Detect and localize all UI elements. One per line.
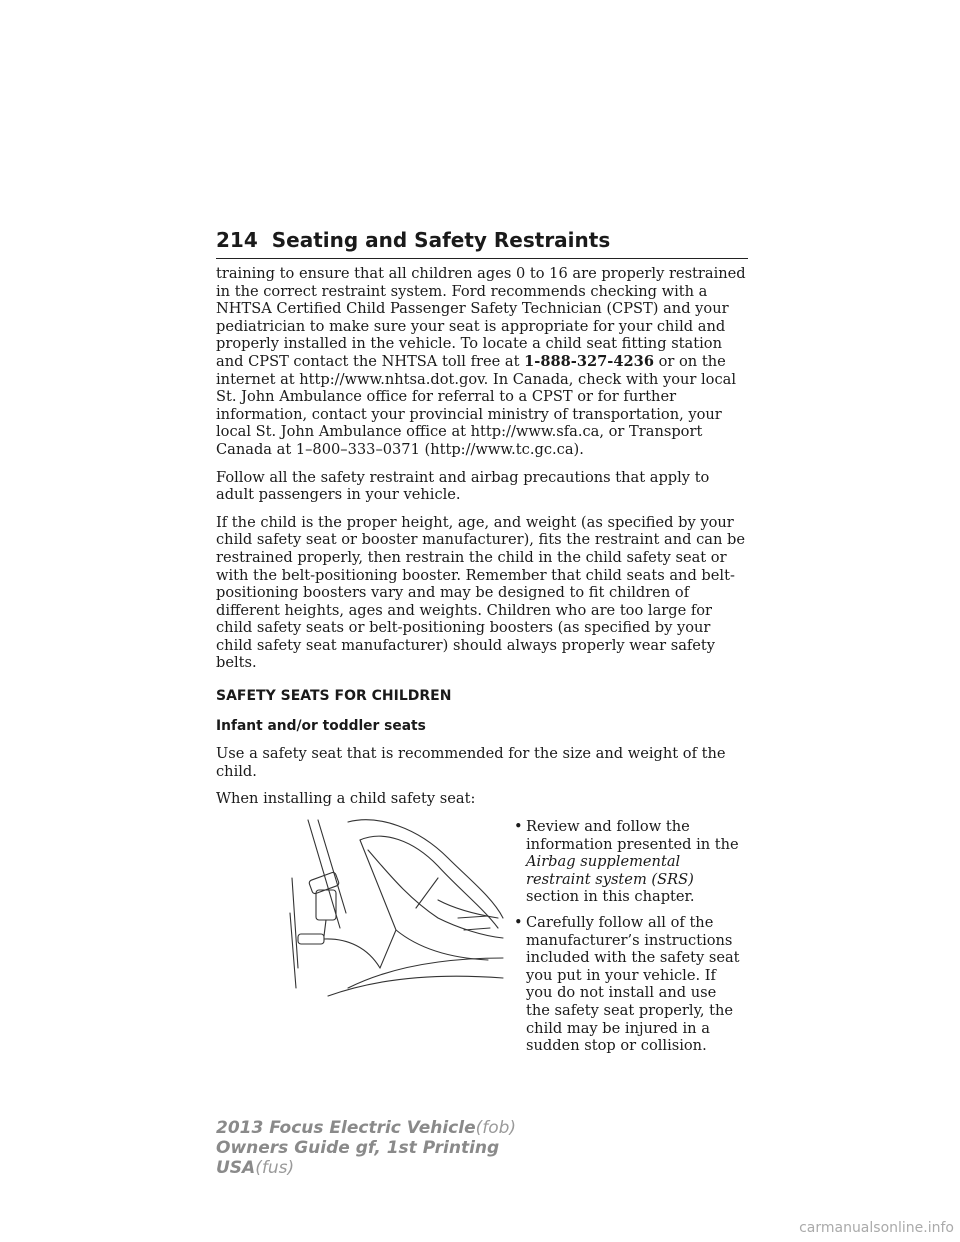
paragraph-recommended-seat: Use a safety seat that is recommended for the size and weight of the child. [216,745,726,780]
list-item [514,914,744,1055]
bullet2-text: Carefully follow all of the manufacturer’s instructions included with the safety seat you put in your vehicle. If you do not install and use the safety seat properly, the child may be injured in a sudden stop or collision. [526,914,740,1055]
footer-market: USA [216,1158,256,1178]
paragraph-precautions: Follow all the safety restraint and airbag precautions that apply to adult passengers in your vehicle. [216,468,710,504]
paragraph-cpst [216,265,746,459]
footer-line-3 [216,1158,616,1178]
bullet-marker: • [514,818,523,836]
nhtsa-phone-number: 1-888-327-4236 [524,352,654,370]
footer-market-code: (fus) [255,1158,295,1178]
bullet-text [526,818,744,906]
bullet1-text-b: section in this chapter. [526,888,695,906]
paragraph-installing-intro: When installing a child safety seat: [216,790,476,808]
section-heading: SAFETY SEATS FOR CHILDREN [216,688,452,705]
bullet1-text-a: Review and follow the information presented in the [526,818,739,853]
paragraph-cpst-text-a: training to ensure that all children ages 0 to 16 are properly restrained in the correct restraint system. Ford recommends checking with a NHTSA Certified Child Passenger Safety Technician (CPST) and your pediatrician to make sure your seat is appropriate for your child and properly installed in the vehicle. To locate a child seat fitting station and CPST contact the NHTSA toll free at [216,265,746,370]
paragraph-cpst-text-b: or on the internet at http://www.nhtsa.dot.gov. In Canada, check with your local St. John Ambulance office for referral to a CPST or for further information, contact your provincial ministry of transportation, your local St. John Ambulance office at http://www.sfa.ca, or Transport Canada at 1–800–333–0371 (http://www.tc.gc.ca). [216,352,736,458]
page-content [216,265,746,1063]
footer-line-2 [216,1138,616,1158]
installation-block [216,818,746,1063]
paragraph-proper-restraint: If the child is the proper height, age, and weight (as specified by your child safety seat or booster manufacturer), fits the restraint and can be restrained properly, then restrain the child in the child safety seat or with the belt-positioning booster. Remember that child seats and belt-positioning boosters vary and may be designed to fit children of different heights, ages and weights. Children who are too large for child safety seats or belt-positioning boosters (as specified by your child safety seat manufacturer) should always properly wear safety belts. [216,513,746,672]
footer-guide: Owners Guide gf, 1st Printing [216,1138,500,1158]
watermark: carmanualsonline.info [799,1220,954,1236]
installation-bullets [514,818,744,1063]
footer-vehicle: 2013 Focus Electric Vehicle [216,1118,476,1138]
document-footer [216,1118,616,1178]
section-title: Seating and Safety Restraints [271,228,611,252]
subsection-heading: Infant and/or toddler seats [216,717,426,734]
footer-line-1 [216,1118,616,1138]
page-number: 214 [216,228,258,252]
airbag-srs-reference: Airbag supplemental restraint system (SRS) [526,853,694,888]
page-header [216,228,748,259]
list-item [514,818,744,906]
seat-belt-buckle-illustration [288,818,508,998]
footer-vehicle-code: (fob) [475,1118,517,1138]
bullet-marker: • [514,914,523,931]
